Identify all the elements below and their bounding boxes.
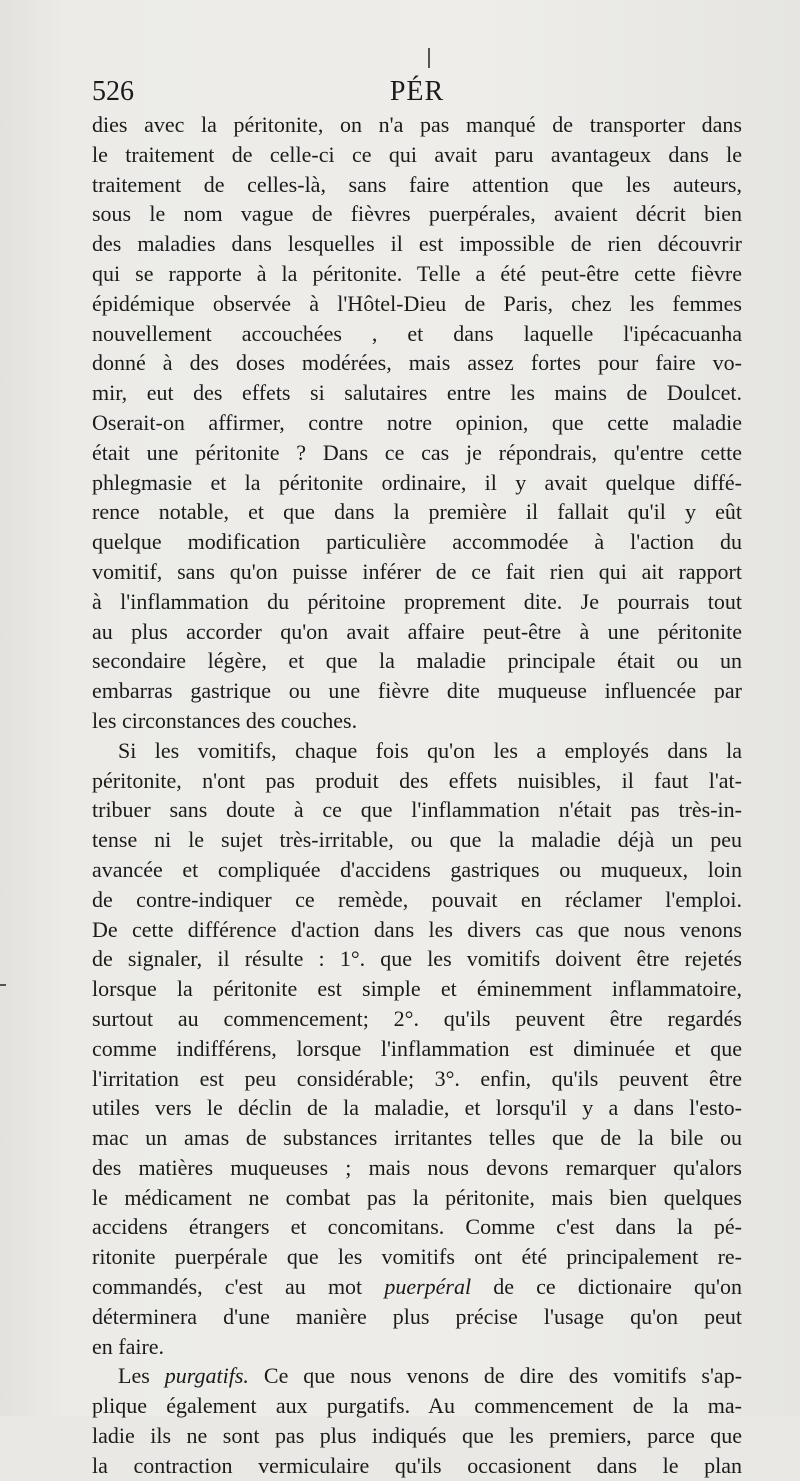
margin-mark bbox=[0, 984, 6, 986]
text-run: de ce dictionaire qu'on bbox=[493, 1274, 743, 1300]
text-line: accidens étrangers et concomitans. Comme c'est dans la pé- bbox=[92, 1214, 742, 1240]
text-line bbox=[92, 1361, 742, 1391]
running-head: PÉR bbox=[389, 76, 445, 107]
text-line: ritonite puerpérale que les vomitifs ont été principalement re- bbox=[92, 1244, 742, 1270]
text-line: le traitement de celle-ci ce qui avait paru avantageux dans le bbox=[92, 141, 742, 167]
text-line: le médicament ne combat pas la péritonite, mais bien quelques bbox=[92, 1184, 742, 1210]
text-line: tribuer sans doute à ce que l'inflammation n'était pas très-in- bbox=[92, 797, 742, 823]
text-line: qui se rapporte à la péritonite. Telle a été peut-être cette fièvre bbox=[92, 260, 742, 286]
text-line: lorsque la péritonite est simple et éminemment inflammatoire, bbox=[92, 976, 742, 1002]
text-line: De cette différence d'action dans les divers cas que nous venons bbox=[92, 916, 742, 942]
emphasized-word: purgatifs. bbox=[164, 1363, 249, 1389]
text-line: déterminera d'une manière plus précise l'usage qu'on peut bbox=[92, 1303, 742, 1329]
text-line: traitement de celles-là, sans faire attention que les auteurs, bbox=[92, 171, 742, 197]
text-line: Oserait-on affirmer, contre notre opinion, que cette maladie bbox=[92, 409, 742, 435]
text-line: les circonstances des couches. bbox=[92, 707, 358, 733]
emphasized-word: puerpéral bbox=[384, 1274, 472, 1300]
text-line: était une péritonite ? Dans ce cas je répondrais, qu'entre cette bbox=[92, 439, 742, 465]
text-line: au plus accorder qu'on avait affaire peut-être à une péritonite bbox=[92, 618, 742, 644]
text-line: rence notable, et que dans la première il fallait qu'il y eût bbox=[92, 499, 742, 525]
text-line: secondaire légère, et que la maladie principale était ou un bbox=[92, 648, 742, 674]
text-run: commandés, c'est au mot bbox=[92, 1274, 363, 1300]
page-number: 526 bbox=[92, 76, 134, 107]
text-line: l'irritation est peu considérable; 3°. enfin, qu'ils peuvent être bbox=[92, 1065, 742, 1091]
text-line: sous le nom vague de fièvres puerpérales, avaient décrit bien bbox=[92, 201, 742, 227]
text-line: la contraction vermiculaire qu'ils occasionent dans le plan bbox=[92, 1452, 742, 1478]
printer-mark bbox=[428, 48, 430, 68]
text-line bbox=[92, 1272, 742, 1302]
text-line: des matières muqueuses ; mais nous devons remarquer qu'alors bbox=[92, 1154, 742, 1180]
text-line: ladie ils ne sont pas plus indiqués que les premiers, parce que bbox=[92, 1423, 742, 1449]
text-line: de signaler, il résulte : 1°. que les vomitifs doivent être rejetés bbox=[92, 946, 742, 972]
text-line: des maladies dans lesquelles il est impossible de rien découvrir bbox=[92, 231, 742, 257]
text-line: utiles vers le déclin de la maladie, et lorsqu'il y a dans l'esto- bbox=[92, 1095, 742, 1121]
text-line: dies avec la péritonite, on n'a pas manqué de transporter dans bbox=[92, 112, 742, 137]
page-header bbox=[92, 76, 742, 112]
text-line: surtout au commencement; 2°. qu'ils peuvent être regardés bbox=[92, 1005, 742, 1031]
text-line: nouvellement accouchées , et dans laquelle l'ipécacuanha bbox=[92, 320, 742, 346]
text-line: péritonite, n'ont pas produit des effets nuisibles, il faut l'at- bbox=[92, 767, 742, 793]
text-run: Ce que nous venons de dire des vomitifs s'ap- bbox=[263, 1363, 743, 1389]
text-line: en faire. bbox=[92, 1333, 165, 1359]
text-line: vomitif, sans qu'on puisse inférer de ce fait rien qui ait rapport bbox=[92, 558, 742, 584]
text-line: de contre-indiquer ce remède, pouvait en réclamer l'emploi. bbox=[92, 886, 742, 912]
text-line: avancée et compliquée d'accidens gastriques ou muqueux, loin bbox=[92, 856, 742, 882]
text-line: comme indifférens, lorsque l'inflammation est diminuée et que bbox=[92, 1035, 742, 1061]
text-run: Les bbox=[118, 1363, 150, 1389]
body-text bbox=[92, 110, 742, 1481]
text-line: phlegmasie et la péritonite ordinaire, il y avait quelque diffé- bbox=[92, 469, 742, 495]
text-line: mir, eut des effets si salutaires entre les mains de Doulcet. bbox=[92, 380, 742, 406]
text-line: épidémique observée à l'Hôtel-Dieu de Paris, chez les femmes bbox=[92, 290, 742, 316]
text-line: plique également aux purgatifs. Au commencement de la ma- bbox=[92, 1393, 742, 1419]
text-line: quelque modification particulière accommodée à l'action du bbox=[92, 529, 742, 555]
text-line: donné à des doses modérées, mais assez fortes pour faire vo- bbox=[92, 350, 742, 376]
text-line: Si les vomitifs, chaque fois qu'on les a employés dans la bbox=[118, 737, 742, 763]
text-line: à l'inflammation du péritoine proprement dite. Je pourrais tout bbox=[92, 588, 742, 614]
text-line: mac un amas de substances irritantes telles que de la bile ou bbox=[92, 1125, 742, 1151]
text-line: embarras gastrique ou une fièvre dite muqueuse influencée par bbox=[92, 678, 742, 704]
text-line: tense ni le sujet très-irritable, ou que la maladie déjà un peu bbox=[92, 827, 742, 853]
